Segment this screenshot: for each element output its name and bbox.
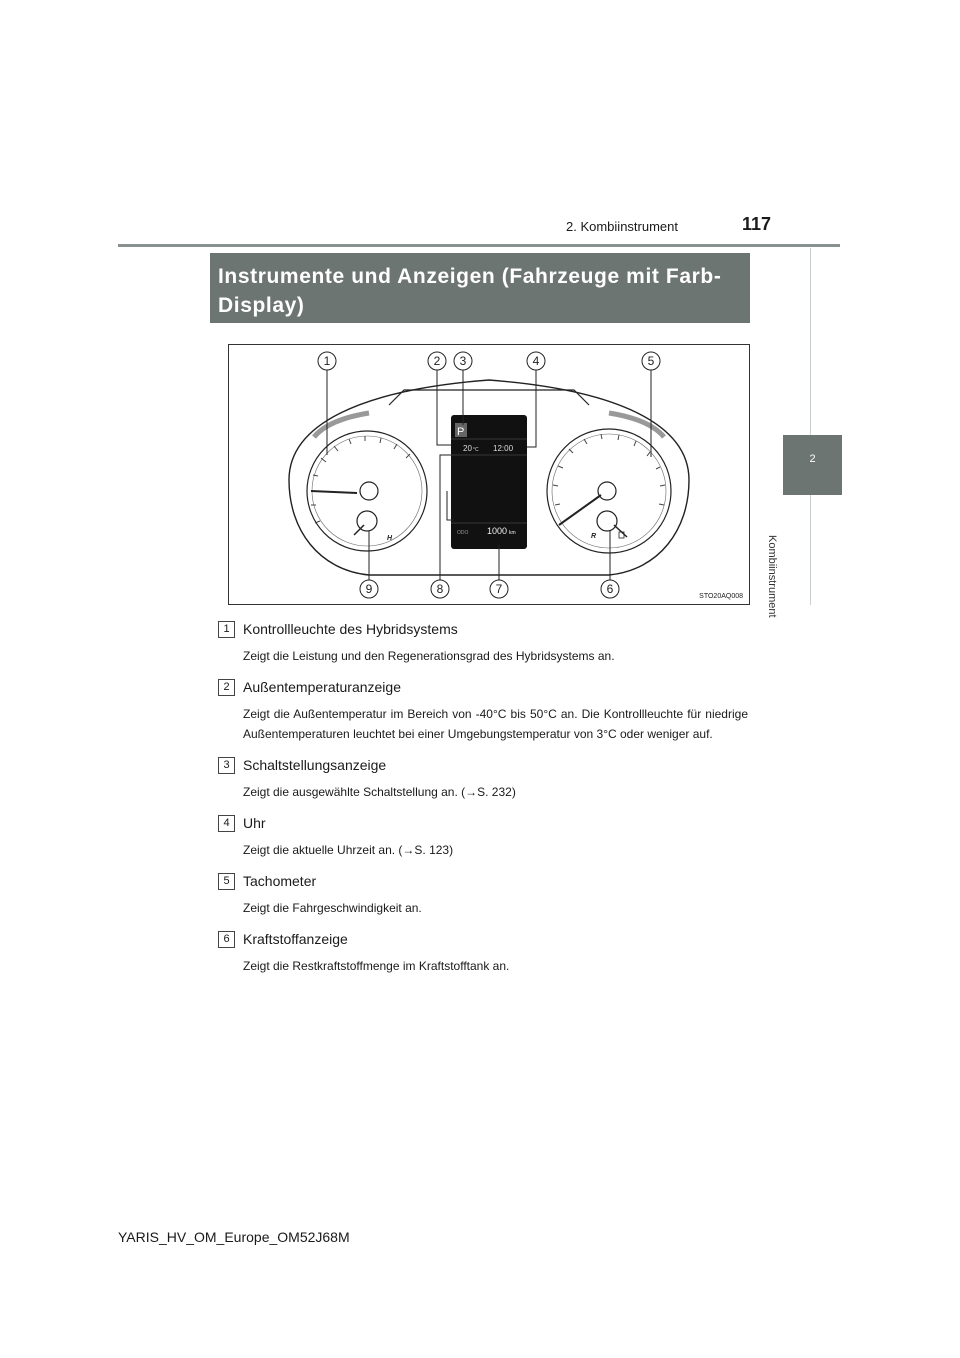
instrument-cluster-figure (228, 344, 750, 605)
chapter-tab-number: 2 (809, 453, 816, 465)
speedometer (547, 429, 671, 553)
section-title: Instrumente und Anzeigen (Fahrzeuge mit Farb-Display) (218, 265, 722, 317)
chapter-tab-label: Kombiinstrument (766, 535, 778, 618)
callout-label: 6 (606, 582, 614, 596)
side-line-bottom (810, 495, 811, 605)
display-odo-label: ODO (457, 530, 469, 536)
callout-label: 3 (459, 354, 467, 368)
cluster-hood (389, 390, 589, 405)
item-title: Außentemperaturanzeige (243, 679, 401, 695)
item-header (218, 618, 748, 640)
callout-label: 8 (436, 582, 444, 596)
item-description: Zeigt die Fahrgeschwindigkeit an. (243, 901, 422, 915)
list-item (218, 754, 748, 802)
item-header (218, 870, 748, 892)
item-list (218, 618, 748, 986)
instrument-cluster-illustration (229, 345, 749, 604)
page-number: 117 (742, 214, 772, 234)
callout-label: 4 (532, 354, 540, 368)
figure-code: STO20AQ008 (699, 593, 743, 600)
item-description: Zeigt die Außentemperatur im Bereich von -40°C bis 50°C an. Die Kontrollleuchte für niedrige Außentemperaturen leuchtet bei einer Umgebungstemperatur von 3°C oder weniger auf. (243, 707, 748, 741)
hybrid-gauge-hub (360, 482, 378, 500)
fuel-gauge-hub (597, 511, 617, 531)
fuel-gauge-r-label: R (591, 533, 597, 540)
item-header (218, 754, 748, 776)
item-title: Schaltstellungsanzeige (243, 757, 387, 773)
footer-document-id: YARIS_HV_OM_Europe_OM52J68M (118, 1229, 350, 1245)
item-description: Zeigt die aktuelle Uhrzeit an. (→S. 123) (243, 843, 454, 857)
item-title: Kontrollleuchte des Hybridsystems (243, 621, 458, 637)
right-lip (609, 413, 664, 437)
callout-label: 9 (365, 582, 373, 596)
item-number: 2 (218, 679, 235, 696)
list-item (218, 676, 748, 744)
list-item (218, 870, 748, 918)
item-number: 4 (218, 815, 235, 832)
speedometer-hub (598, 482, 616, 500)
temp-gauge-h-label: H (387, 535, 393, 542)
display-temperature: 20 (463, 444, 472, 453)
callout-label: 7 (495, 582, 503, 596)
item-title: Kraftstoffanzeige (243, 931, 348, 947)
item-number: 6 (218, 931, 235, 948)
side-line-top (810, 248, 811, 435)
header-section-title: 2. Kombiinstrument (566, 219, 678, 234)
hybrid-gauge (307, 431, 427, 551)
item-description: Zeigt die Restkraftstoffmenge im Kraftstofftank an. (243, 959, 510, 973)
display-odometer: 1000 (487, 526, 508, 536)
item-header (218, 812, 748, 834)
display-clock: 12:00 (493, 444, 514, 453)
item-number: 5 (218, 873, 235, 890)
callout-label: 2 (433, 354, 441, 368)
display-gear: P (457, 426, 465, 438)
item-header (218, 676, 748, 698)
item-number: 1 (218, 621, 235, 638)
center-display (451, 415, 527, 549)
item-description: Zeigt die ausgewählte Schaltstellung an. (→S. 232) (243, 785, 516, 799)
display-odometer-unit: km (509, 530, 516, 536)
callout-label: 1 (323, 354, 331, 368)
section-title-box (210, 253, 750, 323)
item-description: Zeigt die Leistung und den Regenerationsgrad des Hybridsystems an. (243, 649, 615, 663)
header-rule (118, 244, 840, 247)
callout-label: 5 (647, 354, 655, 368)
display-temperature-unit: °C (473, 447, 479, 453)
item-header (218, 928, 748, 950)
item-title: Tachometer (243, 873, 317, 889)
list-item (218, 812, 748, 860)
list-item (218, 928, 748, 976)
list-item (218, 618, 748, 666)
item-number: 3 (218, 757, 235, 774)
left-lip (314, 413, 369, 437)
chapter-tab (783, 435, 842, 495)
item-title: Uhr (243, 815, 266, 831)
